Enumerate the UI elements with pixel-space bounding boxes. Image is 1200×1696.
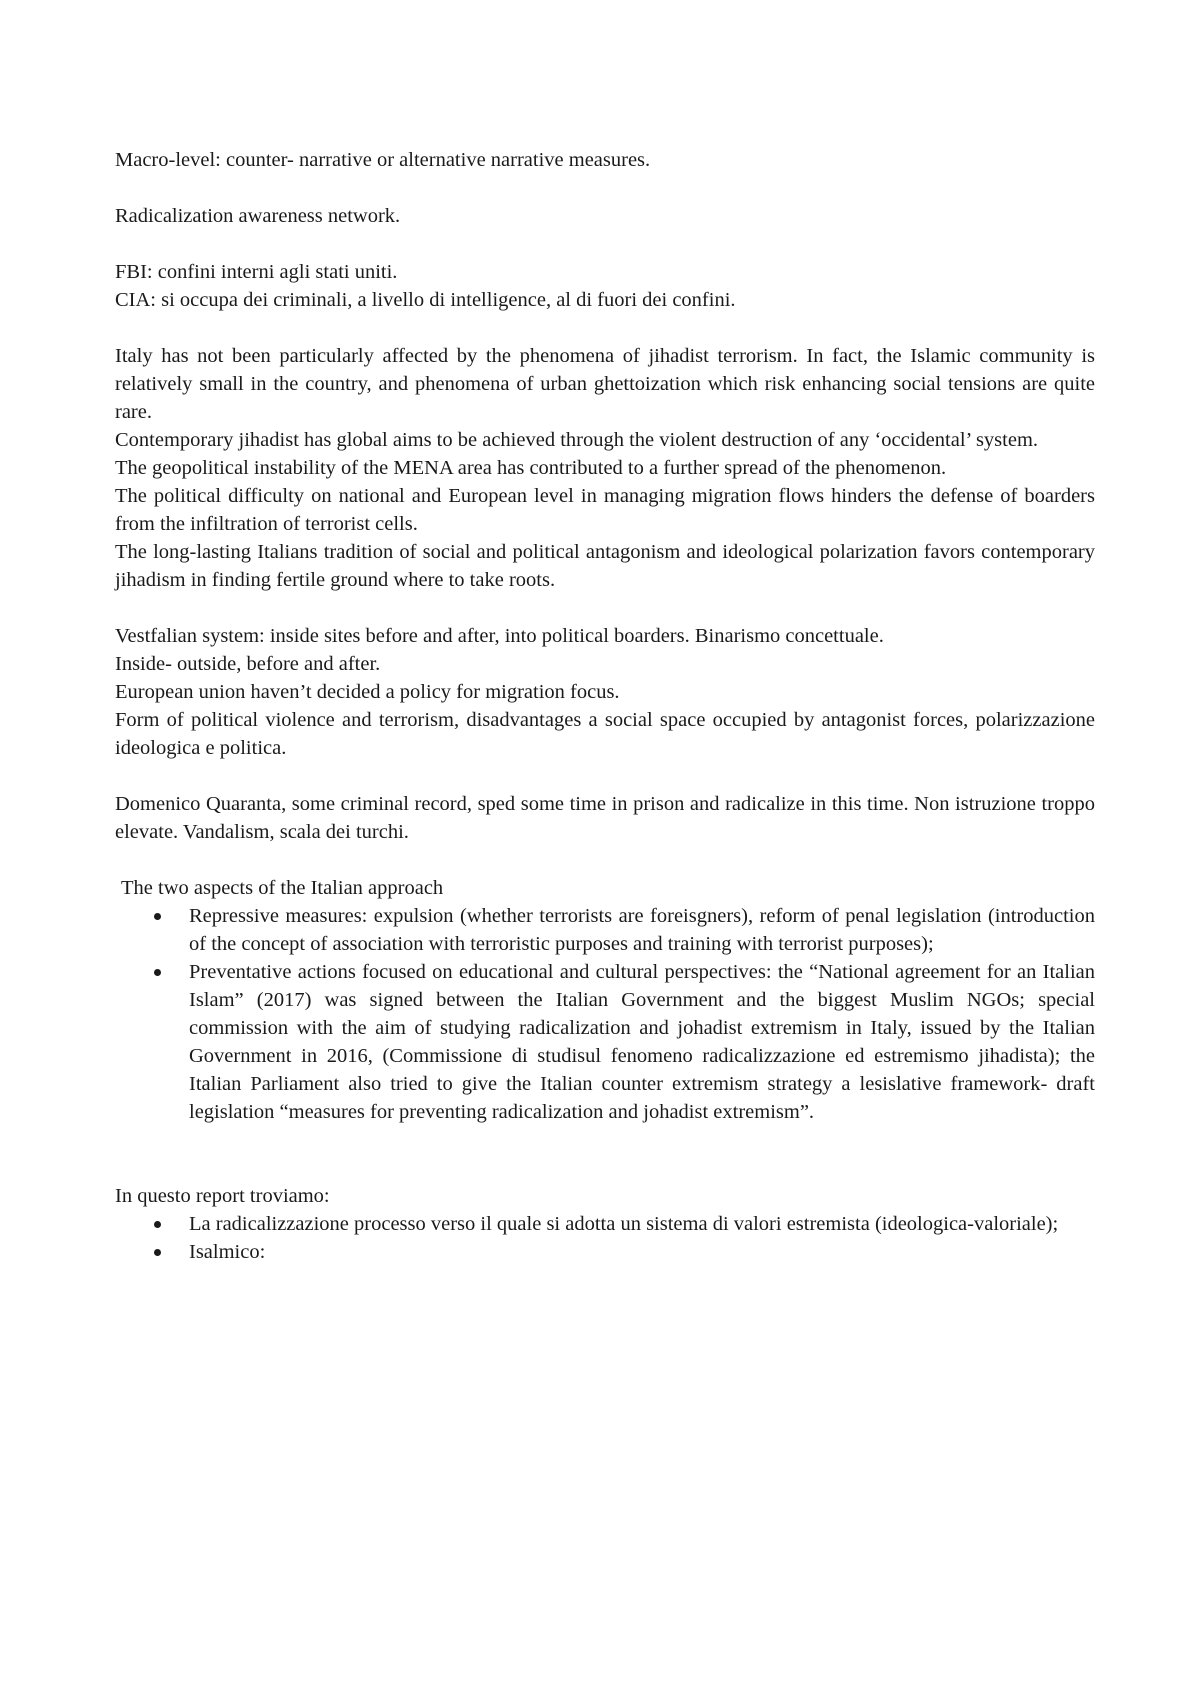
- document-body: [115, 146, 1095, 1266]
- list-item-text: Repressive measures: expulsion (whether terrorists are foreisgners), reform of penal legislation (introduction of the concept of association with terroristic purposes and training with terrorist purposes);: [189, 905, 1095, 955]
- list-item: [115, 902, 1095, 958]
- migration-paragraph: The political difficulty on national and European level in managing migration flows hinders the defense of boarders from the infiltration of terrorist cells.: [115, 485, 1095, 535]
- approach-heading: The two aspects of the Italian approach: [121, 877, 444, 899]
- list-item: [115, 958, 1095, 1126]
- jihadist-aims-paragraph: Contemporary jihadist has global aims to be achieved through the violent destruction of any ‘occidental’ system.: [115, 429, 1039, 451]
- approach-list: [115, 902, 1095, 1126]
- list-item-text: Isalmico:: [189, 1241, 266, 1263]
- macro-level-line: Macro-level: counter- narrative or alternative narrative measures.: [115, 149, 651, 171]
- bullet-icon: [154, 1249, 161, 1256]
- inside-outside-line: Inside- outside, before and after.: [115, 653, 381, 675]
- list-item-text: La radicalizzazione processo verso il quale si adotta un sistema di valori estremista (ideologica-valoriale);: [189, 1213, 1059, 1235]
- list-item: [115, 1238, 1095, 1266]
- bullet-icon: [154, 969, 161, 976]
- italy-paragraph: Italy has not been particularly affected by the phenomena of jihadist terrorism. In fact, the Islamic community is relatively small in the country, and phenomena of urban ghettoization which risk enhancing social tensions are quite rare.: [115, 345, 1095, 423]
- political-violence-paragraph: Form of political violence and terrorism, disadvantages a social space occupied by antagonist forces, polarizzazione ideologica e politica.: [115, 709, 1095, 759]
- bullet-icon: [154, 913, 161, 920]
- cia-line: CIA: si occupa dei criminali, a livello di intelligence, al di fuori dei confini.: [115, 289, 736, 311]
- eu-policy-line: European union haven’t decided a policy for migration focus.: [115, 681, 620, 703]
- radicalization-network-line: Radicalization awareness network.: [115, 205, 401, 227]
- fbi-line: FBI: confini interni agli stati uniti.: [115, 261, 398, 283]
- vestfalian-line: Vestfalian system: inside sites before and after, into political boarders. Binarismo concettuale.: [115, 625, 884, 647]
- quaranta-paragraph: Domenico Quaranta, some criminal record, sped some time in prison and radicalize in this time. Non istruzione troppo elevate. Vandalism, scala dei turchi.: [115, 793, 1095, 843]
- list-item-text: Preventative actions focused on educational and cultural perspectives: the “National agreement for an Italian Islam” (2017) was signed between the Italian Government and the biggest Muslim NGOs; special commission with the aim of studying radicalization and johadist extremism in Italy, issued by the Italian Government in 2016, (Commissione di studisul fenomeno radicalizzazione ed estremismo jihadista); the Italian Parliament also tried to give the Italian counter extremism strategy a lesislative framework- draft legislation “measures for preventing radicalization and johadist extremism”.: [189, 961, 1095, 1123]
- report-list: [115, 1210, 1095, 1266]
- antagonism-paragraph: The long-lasting Italians tradition of social and political antagonism and ideological polarization favors contemporary jihadism in finding fertile ground where to take roots.: [115, 541, 1095, 591]
- list-item: [115, 1210, 1095, 1238]
- mena-paragraph: The geopolitical instability of the MENA area has contributed to a further spread of the phenomenon.: [115, 457, 947, 479]
- bullet-icon: [154, 1221, 161, 1228]
- report-heading: In questo report troviamo:: [115, 1185, 330, 1207]
